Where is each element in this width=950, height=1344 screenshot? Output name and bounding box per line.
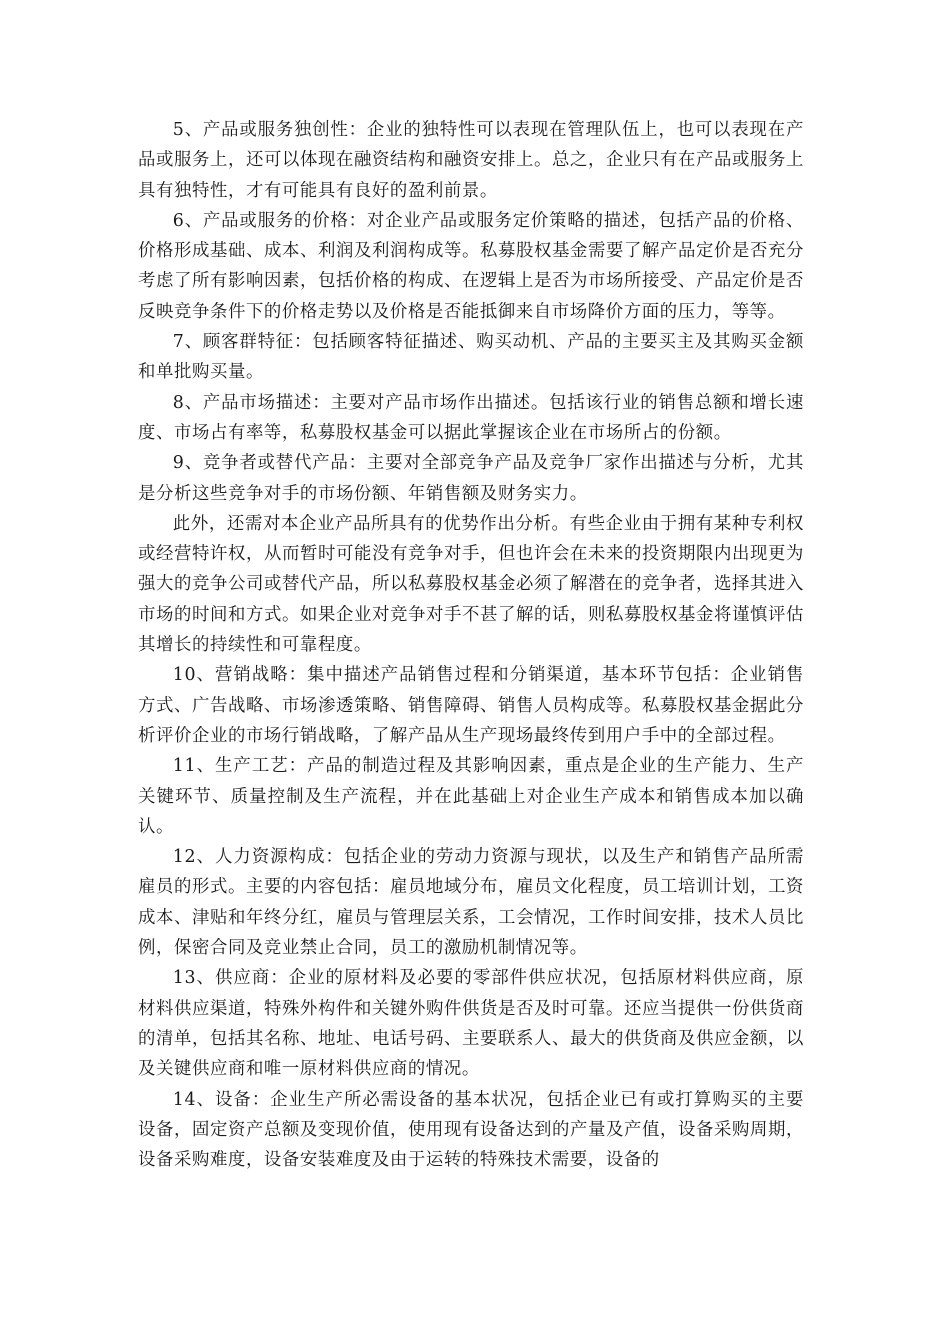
paragraph-competitive-advantage: 此外，还需对本企业产品所具有的优势作出分析。有些企业由于拥有某种专利权或经营特许权，从而暂时可能没有竞争对手，但也许会在未来的投资期限内出现更为强大的竞争公司或替代产品，所以私募股权基金必须了解潜在的竞争者，选择其进入市场的时间和方式。如果企业对竞争对手不甚了解的话，则私募股权基金将谨慎评估其增长的持续性和可靠程度。 — [138, 513, 804, 656]
paragraph-competitors: 9、竞争者或替代产品：主要对全部竞争产品及竞争厂家作出描述与分析，尤其是分析这些竞争对手的市场份额、年销售额及财务实力。 — [138, 453, 804, 504]
document-body — [138, 115, 804, 1175]
paragraph-product-price: 6、产品或服务的价格：对企业产品或服务定价策略的描述，包括产品的价格、价格形成基础、成本、利润及利润构成等。私募股权基金需要了解产品定价是否充分考虑了所有影响因素，包括价格的构成、在逻辑上是否为市场所接受、产品定价是否反映竞争条件下的价格走势以及价格是否能抵御来自市场降价方面的压力，等等。 — [138, 210, 804, 322]
paragraph-equipment: 14、设备：企业生产所必需设备的基本状况，包括企业已有或打算购买的主要设备，固定资产总额及变现价值，使用现有设备达到的产量及产值，设备采购周期，设备采购难度，设备安装难度及由于运转的特殊技术需要，设备的 — [138, 1089, 804, 1171]
paragraph-customer-features: 7、顾客群特征：包括顾客特征描述、购买动机、产品的主要买主及其购买金额和单批购买量。 — [138, 332, 804, 383]
paragraph-suppliers: 13、供应商：企业的原材料及必要的零部件供应状况，包括原材料供应商，原材料供应渠道，特殊外构件和关键外购件供货是否及时可靠。还应当提供一份供货商的清单，包括其名称、地址、电话号码、主要联系人、最大的供货商及供应金额，以及关键供应商和唯一原材料供应商的情况。 — [138, 968, 804, 1080]
paragraph-human-resources: 12、人力资源构成：包括企业的劳动力资源与现状，以及生产和销售产品所需雇员的形式。主要的内容包括：雇员地域分布，雇员文化程度，员工培训计划，工资成本、津贴和年终分红，雇员与管理层关系，工会情况，工作时间安排，技术人员比例，保密合同及竞业禁止合同，员工的激励机制情况等。 — [138, 847, 804, 959]
paragraph-market-description: 8、产品市场描述：主要对产品市场作出描述。包括该行业的销售总额和增长速度、市场占有率等，私募股权基金可以据此掌握该企业在市场所占的份额。 — [138, 392, 804, 443]
paragraph-production-process: 11、生产工艺：产品的制造过程及其影响因素，重点是企业的生产能力、生产关键环节、质量控制及生产流程，并在此基础上对企业生产成本和销售成本加以确认。 — [138, 756, 804, 837]
paragraph-marketing-strategy: 10、营销战略：集中描述产品销售过程和分销渠道，基本环节包括：企业销售方式、广告战略、市场渗透策略、销售障碍、销售人员构成等。私募股权基金据此分析评价企业的市场行销战略，了解产品从生产现场最终传到用户手中的全部过程。 — [138, 665, 804, 746]
paragraph-product-uniqueness: 5、产品或服务独创性：企业的独特性可以表现在管理队伍上，也可以表现在产品或服务上，还可以体现在融资结构和融资安排上。总之，企业只有在产品或服务上具有独特性，才有可能具有良好的盈利前景。 — [138, 120, 804, 201]
